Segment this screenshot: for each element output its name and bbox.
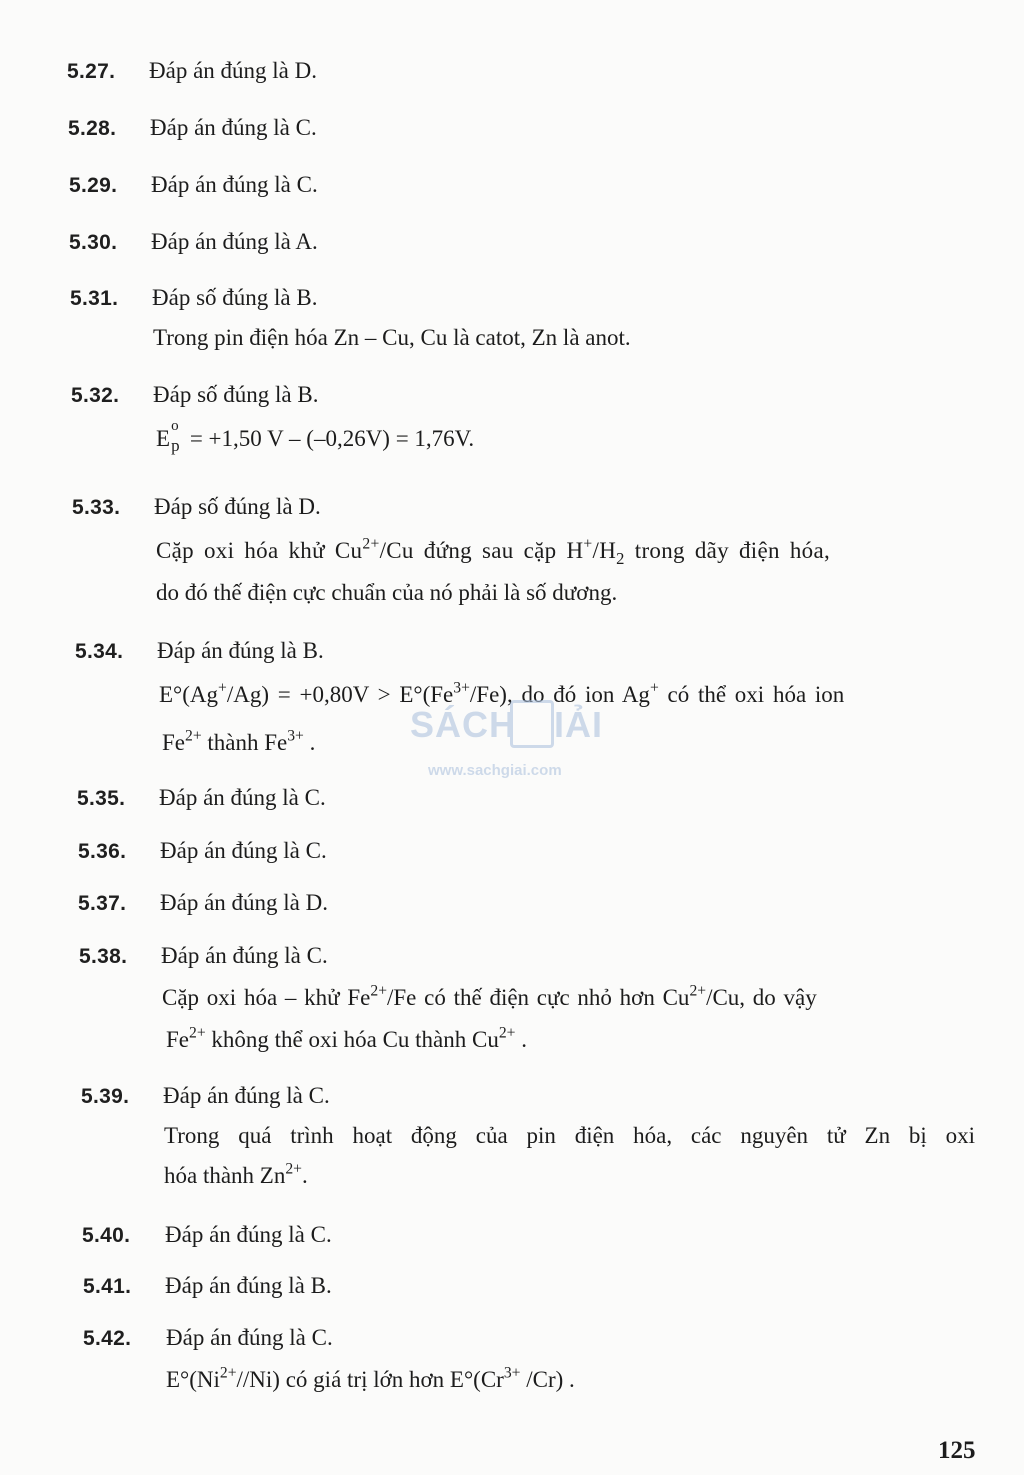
superscript: + (649, 679, 659, 697)
text-part: . (515, 1027, 527, 1052)
text-part: có thể oxi hóa ion (658, 682, 845, 707)
watermark-brand (410, 704, 603, 746)
item-number: 5.28. (68, 117, 117, 140)
item-number: 5.41. (83, 1275, 132, 1298)
superscript: 2+ (370, 982, 387, 1000)
explanation-line-2 (166, 1024, 527, 1053)
answer-text: Đáp án đúng là B. (157, 638, 324, 663)
answer-text: Đáp số đúng là D. (154, 494, 321, 519)
answer-text: Đáp án đúng là C. (150, 115, 317, 140)
item-number: 5.36. (78, 840, 127, 863)
watermark-url: www.sachgiai.com (428, 762, 562, 779)
item-number: 5.33. (72, 496, 121, 519)
text-part: /Fe), do đó ion Ag (469, 682, 650, 707)
explanation-line-2 (164, 1160, 308, 1189)
superscript: 2+ (498, 1024, 516, 1042)
sub-sup-stack (170, 418, 184, 455)
text-part: /Fe có thế điện cực nhỏ hơn Cu (387, 985, 690, 1010)
explanation-formula (156, 418, 475, 455)
formula-text: = +1,50 V – (–0,26V) = 1,76V. (184, 426, 475, 451)
superscript: 3+ (453, 679, 470, 697)
item-number: 5.40. (82, 1224, 131, 1247)
text-part: hóa thành Zn (164, 1163, 286, 1188)
superscript: 2+ (185, 727, 202, 745)
subscript-p: p (171, 436, 180, 455)
item-number: 5.30. (69, 231, 118, 254)
explanation-line-2 (162, 727, 316, 756)
text-part: . (301, 1163, 308, 1188)
item-number: 5.32. (71, 384, 120, 407)
answer-text: Đáp án đúng là C. (166, 1325, 333, 1350)
superscript: 3+ (503, 1364, 521, 1382)
watermark-logo (410, 700, 630, 790)
item-number: 5.37. (78, 892, 127, 915)
symbol-e: E (156, 426, 171, 451)
item-number: 5.35. (77, 787, 126, 810)
text-part: trong dãy điện hóa, (624, 538, 831, 563)
superscript: 2+ (689, 982, 707, 1000)
answer-text: Đáp số đúng là B. (153, 382, 319, 407)
answer-text: Đáp án đúng là B. (165, 1273, 332, 1298)
item-number: 5.38. (79, 945, 128, 968)
text-part: /H (592, 538, 617, 563)
text-part: E°(Ni (166, 1367, 220, 1392)
explanation-line-1: Trong quá trình hoạt động của pin điện hóa, các nguyên tử Zn bị oxi (164, 1123, 975, 1148)
answer-text: Đáp án đúng là C. (161, 943, 328, 968)
item-number: 5.31. (70, 287, 119, 310)
item-number: 5.34. (75, 640, 124, 663)
answer-text: Đáp án đúng là C. (160, 838, 327, 863)
superscript-o: o (171, 418, 179, 434)
text-part: /Cu đứng sau cặp H (379, 538, 584, 563)
text-part: không thể oxi hóa Cu thành Cu (205, 1027, 499, 1052)
text-part: thành Fe (201, 730, 288, 755)
explanation-line-1 (156, 535, 969, 568)
page-number: 125 (938, 1437, 976, 1464)
text-part: E°(Ag (159, 682, 219, 707)
superscript: 3+ (287, 727, 304, 745)
text-part: //Ni) có giá trị lớn hơn E°(Cr (236, 1367, 504, 1392)
explanation-line-1 (166, 1364, 575, 1393)
text-part: . (303, 730, 316, 755)
superscript: 2+ (285, 1160, 302, 1178)
superscript: + (583, 535, 593, 553)
explanation-text: Trong pin điện hóa Zn – Cu, Cu là catot, Zn là anot. (153, 325, 631, 350)
explanation-line-1 (162, 982, 817, 1011)
superscript: 2+ (189, 1024, 206, 1042)
item-number: 5.29. (69, 174, 118, 197)
item-number: 5.27. (67, 60, 116, 83)
text-part: /Cu, do vậy (706, 985, 817, 1010)
explanation-line-2: do đó thế điện cực chuẩn của nó phải là số dương. (156, 580, 618, 605)
superscript: 2+ (219, 1364, 237, 1382)
text-part: /Ag) = +0,80V > E°(Fe (226, 682, 454, 707)
text-part: Fe (162, 730, 185, 755)
superscript: 2+ (362, 535, 380, 553)
watermark-brand-left: SÁCH (410, 704, 517, 745)
answer-text: Đáp án đúng là C. (163, 1083, 330, 1108)
text-part: Cặp oxi hóa – khử Fe (162, 985, 371, 1010)
answer-text: Đáp án đúng là D. (160, 890, 328, 915)
text-part: /Cr) . (520, 1367, 575, 1392)
answer-text: Đáp án đúng là C. (151, 172, 318, 197)
answer-text: Đáp án đúng là C. (165, 1222, 332, 1247)
answer-text: Đáp án đúng là C. (159, 785, 326, 810)
superscript: + (218, 679, 227, 697)
watermark-brand-right: IẢI (554, 704, 604, 745)
text-part: Fe (166, 1027, 189, 1052)
answer-text: Đáp số đúng là B. (152, 285, 318, 310)
answer-text: Đáp án đúng là A. (151, 229, 318, 254)
item-number: 5.39. (81, 1085, 130, 1108)
watermark-g-icon (510, 700, 554, 748)
text-part: Cặp oxi hóa khử Cu (156, 538, 363, 563)
answer-text: Đáp án đúng là D. (149, 58, 317, 83)
subscript: 2 (616, 548, 625, 568)
item-number: 5.42. (83, 1327, 132, 1350)
